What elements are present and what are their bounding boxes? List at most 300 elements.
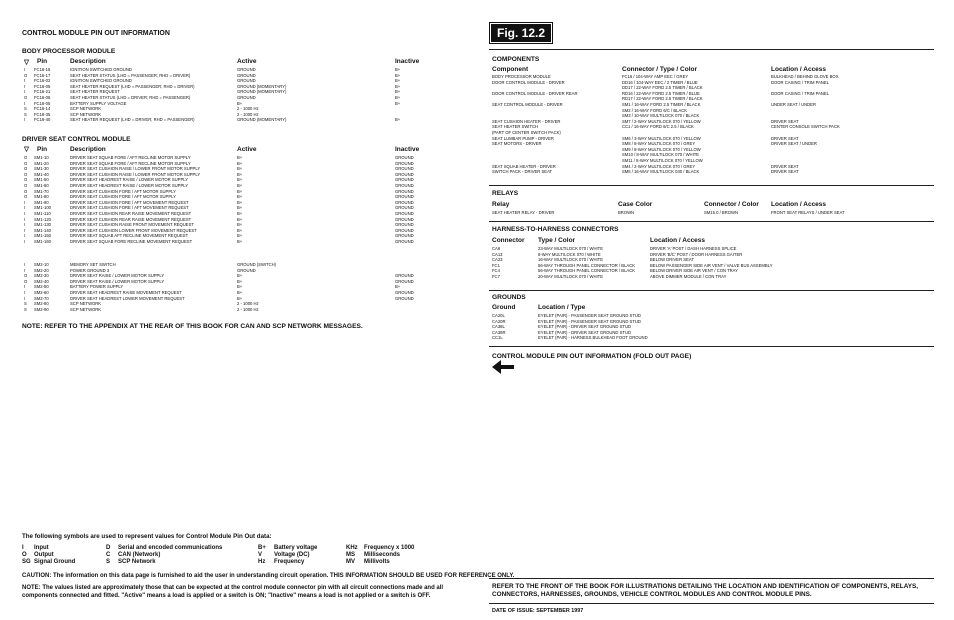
- relay-col-relay: Relay: [492, 201, 510, 208]
- back-arrow-icon[interactable]: [492, 360, 514, 379]
- symbol-row: [22, 552, 482, 559]
- ds-col-desc: Description: [70, 146, 106, 153]
- table-cell: SM1 / 16-WAY FORD 2.5 TIMER / BLACK: [622, 101, 701, 107]
- symbol-meaning: Battery voltage: [274, 545, 318, 551]
- table-cell: B+: [237, 177, 243, 183]
- table-cell: B+: [395, 94, 401, 100]
- table-cell: FRONT SEAT RELAYS / UNDER SEAT: [771, 210, 845, 215]
- table-cell: GROUND: [395, 227, 414, 233]
- table-cell: SM15.0 / BROWN: [704, 210, 738, 215]
- table-cell: FC7: [492, 273, 500, 279]
- table-row: [24, 117, 444, 123]
- bp-col-pin: Pin: [37, 58, 48, 65]
- table-cell: UNDER SEAT / UNDER: [771, 101, 816, 107]
- table-cell: I: [24, 262, 26, 267]
- table-cell: MEMORY SET SWITCH: [70, 262, 116, 267]
- driver-seat-title: DRIVER SEAT CONTROL MODULE: [22, 136, 131, 143]
- table-cell: CC1 / 16-WAY FORD 6/C 2.5 / BLACK: [622, 124, 694, 130]
- harness-col-connector: Connector: [492, 237, 525, 244]
- symbol-code: MV: [346, 559, 355, 565]
- table-cell: GROUND: [237, 72, 256, 78]
- date-of-issue: DATE OF ISSUE: SEPTEMBER 1997: [492, 608, 584, 614]
- table-cell: SM1-40: [34, 171, 49, 177]
- table-cell: SM1-20: [34, 160, 49, 166]
- table-cell: SM2 / 16-WAY FORD 6/C / BLACK: [622, 107, 688, 113]
- symbol-meaning: Output: [34, 552, 54, 558]
- table-cell: CC1L: [492, 335, 503, 341]
- table-cell: SM1-130: [34, 222, 51, 228]
- table-cell: O: [24, 278, 28, 284]
- table-cell: DRIVER SEAT: [771, 163, 799, 169]
- table-cell: B+: [237, 155, 243, 160]
- table-cell: I: [24, 117, 26, 123]
- components-title: COMPONENTS: [492, 56, 540, 63]
- table-cell: DRIVER SEAT RAISE / LOWER MOTOR SUPPLY: [70, 278, 165, 284]
- refer-line-1: REFER TO THE FRONT OF THE BOOK FOR ILLUSTRATIONS DETAILING THE LOCATION AND IDENTIFICATION OF COMPONENTS, RELAYS,: [492, 583, 919, 590]
- table-cell: B+: [395, 117, 401, 123]
- table-cell: B+: [395, 83, 401, 89]
- symbols-intro: The following symbols are used to represent values for Control Module Pin Out data:: [22, 533, 272, 540]
- grounds-table: [492, 313, 932, 341]
- table-cell: GROUND (MOMENTARY): [237, 117, 287, 123]
- table-cell: FC16-05: [34, 100, 51, 106]
- table-cell: SEAT HEATER REQUEST (LHD = PASSENGER; RHD = DRIVER): [70, 83, 195, 89]
- table-cell: 56-WAY THROUGH PANEL CONNECTOR / BLACK: [538, 268, 636, 274]
- table-cell: BATTERY POWER SUPPLY: [70, 284, 124, 290]
- table-cell: SM2-60: [34, 289, 49, 295]
- table-cell: GROUND: [395, 194, 414, 200]
- symbol-meaning: Signal Ground: [34, 559, 76, 565]
- table-cell: SM11 / 8-WAY MULTILOCK 070 / YELLOW: [622, 157, 703, 163]
- driver-seat-table-2: [24, 262, 444, 312]
- table-cell: 2 - 1000 Hz: [237, 306, 259, 312]
- symbols-legend: [22, 545, 482, 566]
- table-cell: FC16-02: [34, 78, 51, 84]
- table-cell: FC16-17: [34, 72, 51, 78]
- table-cell: GROUND: [395, 295, 414, 301]
- rule-bottom-2: [489, 603, 934, 604]
- table-cell: GROUND: [395, 216, 414, 222]
- table-cell: FC16-05: [34, 83, 51, 89]
- table-cell: RD17 / 22-WAY FORD 2.5 TIMER / BLACK: [622, 96, 703, 102]
- table-cell: SM6 / 3-WAY MULTILOCK 070 / YELLOW: [622, 135, 701, 141]
- table-cell: SM1-90: [34, 199, 49, 205]
- table-cell: FC16-21: [34, 89, 51, 95]
- table-cell: I: [24, 284, 26, 290]
- table-cell: I: [24, 227, 26, 233]
- table-cell: I: [24, 295, 26, 301]
- relays-table: [492, 210, 932, 216]
- table-cell: BATTERY SUPPLY VOLTAGE: [70, 100, 127, 106]
- table-cell: B+: [237, 273, 243, 279]
- table-cell: B+: [395, 72, 401, 78]
- table-cell: O: [24, 166, 28, 172]
- table-cell: S: [24, 306, 27, 312]
- table-cell: O: [24, 188, 28, 194]
- comp-col-location: Location / Access: [771, 66, 827, 73]
- rule-harness: [489, 221, 934, 222]
- footnote-line-1: NOTE: The values listed are approximately those that can be expected at the control module connector pin with all circuit connections made and all: [22, 585, 444, 591]
- ds-col-pin: Pin: [37, 146, 48, 153]
- body-processor-table: [24, 67, 444, 123]
- symbol-code: B+: [258, 545, 266, 551]
- table-cell: DRIVER SEAT CUSHION REAR RAISE MOVEMENT REQUEST: [70, 210, 192, 216]
- table-cell: GROUND: [237, 67, 256, 72]
- table-cell: GROUND (MOMENTARY): [237, 89, 287, 95]
- table-cell: SM1-10: [34, 155, 49, 160]
- table-cell: SEAT CUSHION HEATER - DRIVER: [492, 118, 561, 124]
- components-table: [492, 74, 932, 175]
- symbol-row: [22, 559, 482, 566]
- table-cell: 2 - 1000 Hz: [237, 301, 259, 307]
- table-cell: SM2-80: [34, 301, 49, 307]
- symbol-code: I: [22, 545, 24, 551]
- table-cell: ABOVE DIMMER MODULE / CON TRAY: [650, 273, 727, 279]
- table-cell: DRIVER SEAT RAISE / LOWER MOTOR SUPPLY: [70, 273, 165, 279]
- table-cell: GROUND: [395, 273, 414, 279]
- caution-text: CAUTION: The information on this data page is furnished to aid the user in understanding circuit operation. THIS INFORMATION SHOULD BE USED FOR REFERENCE ONLY.: [22, 573, 515, 579]
- symbol-code: V: [258, 552, 263, 558]
- table-cell: SM2-90: [34, 306, 49, 312]
- table-cell: SM4 / 2-WAY MULTILOCK 070 / GREY: [622, 163, 696, 169]
- table-cell: GROUND: [237, 267, 256, 273]
- table-cell: DRIVER SEAT: [771, 135, 799, 141]
- table-cell: DRIVER SEAT / UNDER: [771, 141, 817, 147]
- ds-col-active: Active: [237, 146, 257, 153]
- symbol-meaning: Frequency x 1000: [364, 545, 415, 551]
- table-cell: SEAT HEATER STATUS (LHD = DRIVER; RHD = PASSENGER): [70, 94, 191, 100]
- symbol-meaning: Millivolts: [364, 559, 390, 565]
- table-cell: CA20R: [492, 318, 506, 324]
- table-cell: B+: [237, 199, 243, 205]
- table-cell: I: [24, 267, 26, 273]
- table-cell: 8-WAY MULTILOCK 070 / WHITE: [538, 251, 601, 257]
- table-cell: SCP NETWORK: [70, 111, 102, 117]
- grounds-col-location: Location / Type: [538, 304, 586, 311]
- table-cell: GROUND: [395, 289, 414, 295]
- table-cell: I: [24, 83, 26, 89]
- table-cell: SM3 / 10-WAY MULTILOCK 070 / BLACK: [622, 113, 700, 119]
- table-cell: BELOW DRIVER SIDE AIR VENT / CON TRAY: [650, 268, 738, 274]
- bp-col-inactive: Inactive: [395, 58, 420, 65]
- table-cell: B+: [237, 295, 243, 301]
- table-cell: BODY PROCESSOR MODULE: [492, 74, 551, 79]
- table-cell: DRIVER 'B/C' POST / DOOR HARNESS GAITER: [650, 251, 743, 257]
- table-cell: O: [24, 72, 28, 78]
- table-cell: B+: [237, 227, 243, 233]
- table-cell: DRIVER SEAT CUSHION FORE / AFT MOTOR SUPPLY: [70, 188, 176, 194]
- table-cell: B+: [395, 100, 401, 106]
- table-cell: SM1-60: [34, 182, 49, 188]
- table-cell: DOOR CONTROL MODULE - DRIVER: [492, 79, 565, 85]
- table-cell: SEAT MOTORS - DRIVER: [492, 141, 542, 147]
- symbol-code: S: [106, 559, 111, 565]
- table-cell: B+: [237, 100, 243, 106]
- table-cell: B+: [237, 289, 243, 295]
- table-cell: DD16 / 104-WAY EEC / 2 TIMER / BLUE: [622, 79, 698, 85]
- table-cell: SM1-70: [34, 188, 49, 194]
- table-cell: I: [24, 233, 26, 239]
- table-cell: O: [24, 273, 28, 279]
- table-cell: CA13: [492, 251, 503, 257]
- table-row: [24, 307, 444, 313]
- table-cell: SM1-50: [34, 177, 49, 183]
- table-cell: EYELET (PAIR) - PASSENGER SEAT GROUND STUD: [538, 313, 641, 318]
- table-cell: BELOW DRIVER SEAT: [650, 257, 694, 263]
- table-cell: BELOW PASSENGER SIDE AIR VENT / VALVE BUS ASSEMBLY: [650, 262, 773, 268]
- table-cell: B+: [237, 284, 243, 290]
- relays-title: RELAYS: [492, 190, 519, 197]
- symbol-meaning: SCP Network: [118, 559, 156, 565]
- table-cell: FC16-16: [34, 67, 51, 72]
- table-cell: SM2-10: [34, 262, 49, 267]
- table-cell: GROUND: [237, 78, 256, 84]
- table-cell: B+: [395, 284, 401, 290]
- table-cell: DRIVER SEAT SQUAB FORE / AFT RECLINE MOTOR SUPPLY: [70, 160, 191, 166]
- harness-col-type: Type / Color: [538, 237, 576, 244]
- table-cell: FC16-40: [34, 117, 51, 123]
- table-row: [492, 335, 932, 341]
- table-cell: DRIVER SEAT CUSHION LOWER FRONT MOVEMENT REQUEST: [70, 227, 197, 233]
- table-cell: S: [24, 106, 27, 112]
- table-cell: B+: [237, 194, 243, 200]
- table-cell: CA38L: [492, 324, 505, 330]
- table-cell: SM1-100: [34, 205, 51, 211]
- table-cell: CA6: [492, 246, 501, 251]
- table-cell: SM1-150: [34, 233, 51, 239]
- table-cell: GROUND: [237, 94, 256, 100]
- table-cell: SM10 / 8-WAY MULTILOCK 070 / WHITE: [622, 152, 700, 158]
- table-cell: 2 - 1000 Hz: [237, 111, 259, 117]
- table-cell: BROWN: [618, 210, 635, 215]
- driver-seat-col-pin-icon: ▽: [24, 146, 29, 153]
- table-cell: GROUND (SWITCH): [237, 262, 277, 267]
- table-cell: SEAT HEATER SWITCH: [492, 124, 539, 130]
- relay-col-connector: Connector / Color: [704, 201, 759, 208]
- table-cell: SEAT SQUAB HEATER - DRIVER: [492, 163, 556, 169]
- table-cell: SM2-40: [34, 278, 49, 284]
- table-cell: EYELET (PAIR) - DRIVER SEAT GROUND STUD: [538, 329, 631, 335]
- table-cell: RD16 / 22-WAY FORD 2.5 TIMER / BLUE: [622, 90, 700, 96]
- rule-top: [489, 49, 934, 50]
- table-cell: I: [24, 67, 26, 72]
- table-cell: DRIVER SEAT: [771, 118, 799, 124]
- table-cell: CA20L: [492, 313, 505, 318]
- table-cell: SM1-110: [34, 210, 51, 216]
- rule-foldout: [489, 346, 934, 347]
- table-row: [24, 239, 444, 245]
- symbol-meaning: Frequency: [274, 559, 305, 565]
- table-cell: 20-WAY MULTILOCK 070 / WHITE: [538, 273, 603, 279]
- table-cell: B+: [395, 67, 401, 72]
- table-cell: S: [24, 301, 27, 307]
- table-cell: GROUND: [395, 278, 414, 284]
- table-cell: 56-WAY THROUGH PANEL CONNECTOR / BLACK: [538, 262, 636, 268]
- table-cell: (PART OF CENTER SWITCH PACK): [492, 129, 561, 135]
- symbol-code: O: [22, 552, 27, 558]
- table-cell: SEAT HEATER STATUS (LHD = PASSENGER; RHD = DRIVER): [70, 72, 191, 78]
- table-cell: O: [24, 182, 28, 188]
- symbol-meaning: Voltage (DC): [274, 552, 310, 558]
- table-cell: B+: [237, 171, 243, 177]
- body-processor-title: BODY PROCESSOR MODULE: [22, 48, 116, 55]
- table-cell: DRIVER 'A' POST / DASH HARNESS SPLICE: [650, 246, 737, 251]
- table-cell: SEAT LUMBAR PUMP - DRIVER: [492, 135, 554, 141]
- table-cell: FC16-14: [34, 106, 51, 112]
- foldout-title: CONTROL MODULE PIN OUT INFORMATION (FOLD OUT PAGE): [492, 353, 692, 360]
- driver-seat-table: [24, 155, 444, 245]
- table-cell: O: [24, 155, 28, 160]
- table-cell: DRIVER SEAT: [771, 169, 799, 175]
- table-cell: DRIVER SEAT CUSHION REAR RAISE MOVEMENT REQUEST: [70, 216, 192, 222]
- table-cell: 23-WAY MULTILOCK 070 / WHITE: [538, 246, 603, 251]
- table-cell: DRIVER SEAT SQUAB FORE RECLINE MOVEMENT REQUEST: [70, 238, 193, 244]
- table-cell: CA38R: [492, 329, 506, 335]
- table-cell: B+: [237, 160, 243, 166]
- table-cell: DOOR CASING / TRIM PANEL: [771, 79, 830, 85]
- table-cell: GROUND (MOMENTARY): [237, 83, 287, 89]
- table-cell: GROUND: [395, 199, 414, 205]
- symbol-code: C: [106, 552, 111, 558]
- table-cell: FC16 / 104-WAY AMP EEC / GREY: [622, 74, 689, 79]
- relay-col-location: Location / Access: [771, 201, 827, 208]
- table-cell: SM1-160: [34, 238, 51, 244]
- rule-grounds: [489, 290, 934, 291]
- table-cell: SM5 / 16-WAY MULTILOCK 040 / BLACK: [622, 169, 700, 175]
- table-cell: SM1-30: [34, 166, 49, 172]
- table-cell: FC16-35: [34, 111, 51, 117]
- table-cell: DRIVER SEAT CUSHION RAISE / LOWER FRONT MOTOR SUPPLY: [70, 166, 201, 172]
- ds-col-inactive: Inactive: [395, 146, 420, 153]
- table-cell: DRIVER SEAT CUSHION FORE / AFT MOTOR SUPPLY: [70, 194, 176, 200]
- table-cell: B+: [237, 205, 243, 211]
- table-cell: B+: [395, 78, 401, 84]
- table-cell: FC16-06: [34, 94, 51, 100]
- rule-relays: [489, 185, 934, 186]
- symbol-row: [22, 545, 482, 552]
- table-cell: SM1-120: [34, 216, 51, 222]
- table-cell: BULKHEAD / BEHIND GLOVE BOX: [771, 74, 839, 79]
- table-cell: I: [24, 238, 26, 244]
- table-cell: DRIVER SEAT HEADREST RAISE / LOWER MOTOR SUPPLY: [70, 177, 189, 183]
- table-cell: I: [24, 222, 26, 228]
- table-cell: GROUND: [395, 177, 414, 183]
- table-cell: B+: [237, 216, 243, 222]
- table-cell: I: [24, 216, 26, 222]
- harness-col-location: Location / Access: [650, 237, 706, 244]
- bp-col-active: Active: [237, 58, 257, 65]
- grounds-col-ground: Ground: [492, 304, 516, 311]
- symbol-code: KHz: [346, 545, 358, 551]
- table-cell: EYELET (PAIR) - PASSENGER SEAT GROUND STUD: [538, 318, 641, 324]
- footnote-line-2: components connected and fitted. "Active" means a load is applied or a switch is ON; "Inactive" means a load is not applied or a switch is OFF.: [22, 593, 431, 599]
- table-cell: I: [24, 89, 26, 95]
- table-cell: GROUND: [395, 233, 414, 239]
- table-cell: SM2-70: [34, 295, 49, 301]
- symbol-meaning: Serial and encoded communications: [118, 545, 223, 551]
- table-cell: GROUND: [395, 160, 414, 166]
- table-row: [492, 274, 932, 280]
- table-cell: O: [24, 171, 28, 177]
- table-cell: SM8 / 8-WAY MULTILOCK 070 / GREY: [622, 141, 696, 147]
- fig-label: Fig. 12.2: [491, 24, 551, 42]
- table-cell: O: [24, 177, 28, 183]
- table-cell: DRIVER SEAT HEADREST LOWER MOVEMENT REQUEST: [70, 295, 185, 301]
- table-cell: DRIVER SEAT CUSHION FORE / AFT MOVEMENT REQUEST: [70, 205, 189, 211]
- refer-line-2: CONNECTORS, HARNESSES, GROUNDS, VEHICLE CONTROL MODULES AND CONTROL MODULE PINS.: [492, 591, 812, 598]
- table-cell: 16-WAY MULTILOCK 070 / WHITE: [538, 257, 603, 263]
- table-cell: DOOR CASING / TRIM PANEL: [771, 90, 830, 96]
- table-cell: DRIVER SEAT HEADREST RAISE MOVEMENT REQUEST: [70, 289, 182, 295]
- table-cell: EYELET (PAIR) - HARNESS BULKHEAD FOOT GROUND: [538, 335, 648, 341]
- symbol-meaning: CAN (Network): [118, 552, 161, 558]
- rule-bottom-1: [489, 578, 934, 579]
- symbol-code: D: [106, 545, 111, 551]
- table-cell: SM2-30: [34, 273, 49, 279]
- symbol-meaning: Input: [34, 545, 49, 551]
- table-cell: I: [24, 78, 26, 84]
- table-cell: SEAT CONTROL MODULE - DRIVER: [492, 101, 563, 107]
- table-cell: SEAT HEATER REQUEST (LHD = DRIVER; RHD = PASSENGER): [70, 117, 195, 123]
- table-cell: O: [24, 160, 28, 166]
- table-cell: DRIVER SEAT CUSHION RAISE FRONT MOVEMENT REQUEST: [70, 222, 194, 228]
- symbol-code: SG: [22, 559, 31, 565]
- bp-col-desc: Description: [70, 58, 106, 65]
- table-cell: SM9 / 8-WAY MULTILOCK 070 / YELLOW: [622, 146, 701, 152]
- symbol-meaning: Milliseconds: [364, 552, 401, 558]
- table-cell: DD17 / 22-WAY FORD 2.5 TIMER / BLACK: [622, 85, 703, 91]
- table-cell: I: [24, 289, 26, 295]
- page-header: CONTROL MODULE PIN OUT INFORMATION: [22, 30, 170, 37]
- table-cell: SM7 / 2-WAY MULTILOCK 070 / YELLOW: [622, 118, 701, 124]
- comp-col-component: Component: [492, 66, 529, 73]
- table-cell: B+: [237, 222, 243, 228]
- table-cell: B+: [237, 210, 243, 216]
- table-cell: EYELET (PAIR) - DRIVER SEAT GROUND STUD: [538, 324, 631, 330]
- table-cell: B+: [237, 233, 243, 239]
- table-cell: SEAT HEATER REQUEST: [70, 89, 120, 95]
- table-cell: POWER GROUND 3: [70, 267, 110, 273]
- table-cell: IGNITION SWITCHED GROUND: [70, 78, 132, 84]
- table-cell: GROUND: [395, 238, 414, 244]
- table-cell: B+: [237, 238, 243, 244]
- grounds-title: GROUNDS: [492, 294, 526, 301]
- table-cell: GROUND: [395, 166, 414, 172]
- table-cell: GROUND: [395, 182, 414, 188]
- table-cell: O: [24, 94, 28, 100]
- symbol-code: MS: [346, 552, 355, 558]
- table-cell: B+: [395, 89, 401, 95]
- table-cell: GROUND: [395, 188, 414, 194]
- body-processor-col-pin-icon: ▽: [24, 59, 29, 66]
- table-cell: SCP NETWORK: [70, 306, 102, 312]
- table-cell: I: [24, 210, 26, 216]
- table-cell: B+: [237, 278, 243, 284]
- table-cell: CA23: [492, 257, 503, 263]
- table-cell: SM1-140: [34, 227, 51, 233]
- table-row: [492, 169, 932, 175]
- table-cell: I: [24, 205, 26, 211]
- table-cell: I: [24, 199, 26, 205]
- table-cell: S: [24, 111, 27, 117]
- table-cell: B+: [237, 166, 243, 172]
- table-cell: SWITCH PACK - DRIVER SEAT: [492, 169, 553, 175]
- table-cell: SCP NETWORK: [70, 106, 102, 112]
- table-cell: SM2-50: [34, 284, 49, 290]
- table-cell: GROUND: [395, 171, 414, 177]
- table-cell: IGNITION SWITCHED GROUND: [70, 67, 132, 72]
- appendix-note: NOTE: REFER TO THE APPENDIX AT THE REAR OF THIS BOOK FOR CAN AND SCP NETWORK MESSAGES.: [22, 323, 363, 330]
